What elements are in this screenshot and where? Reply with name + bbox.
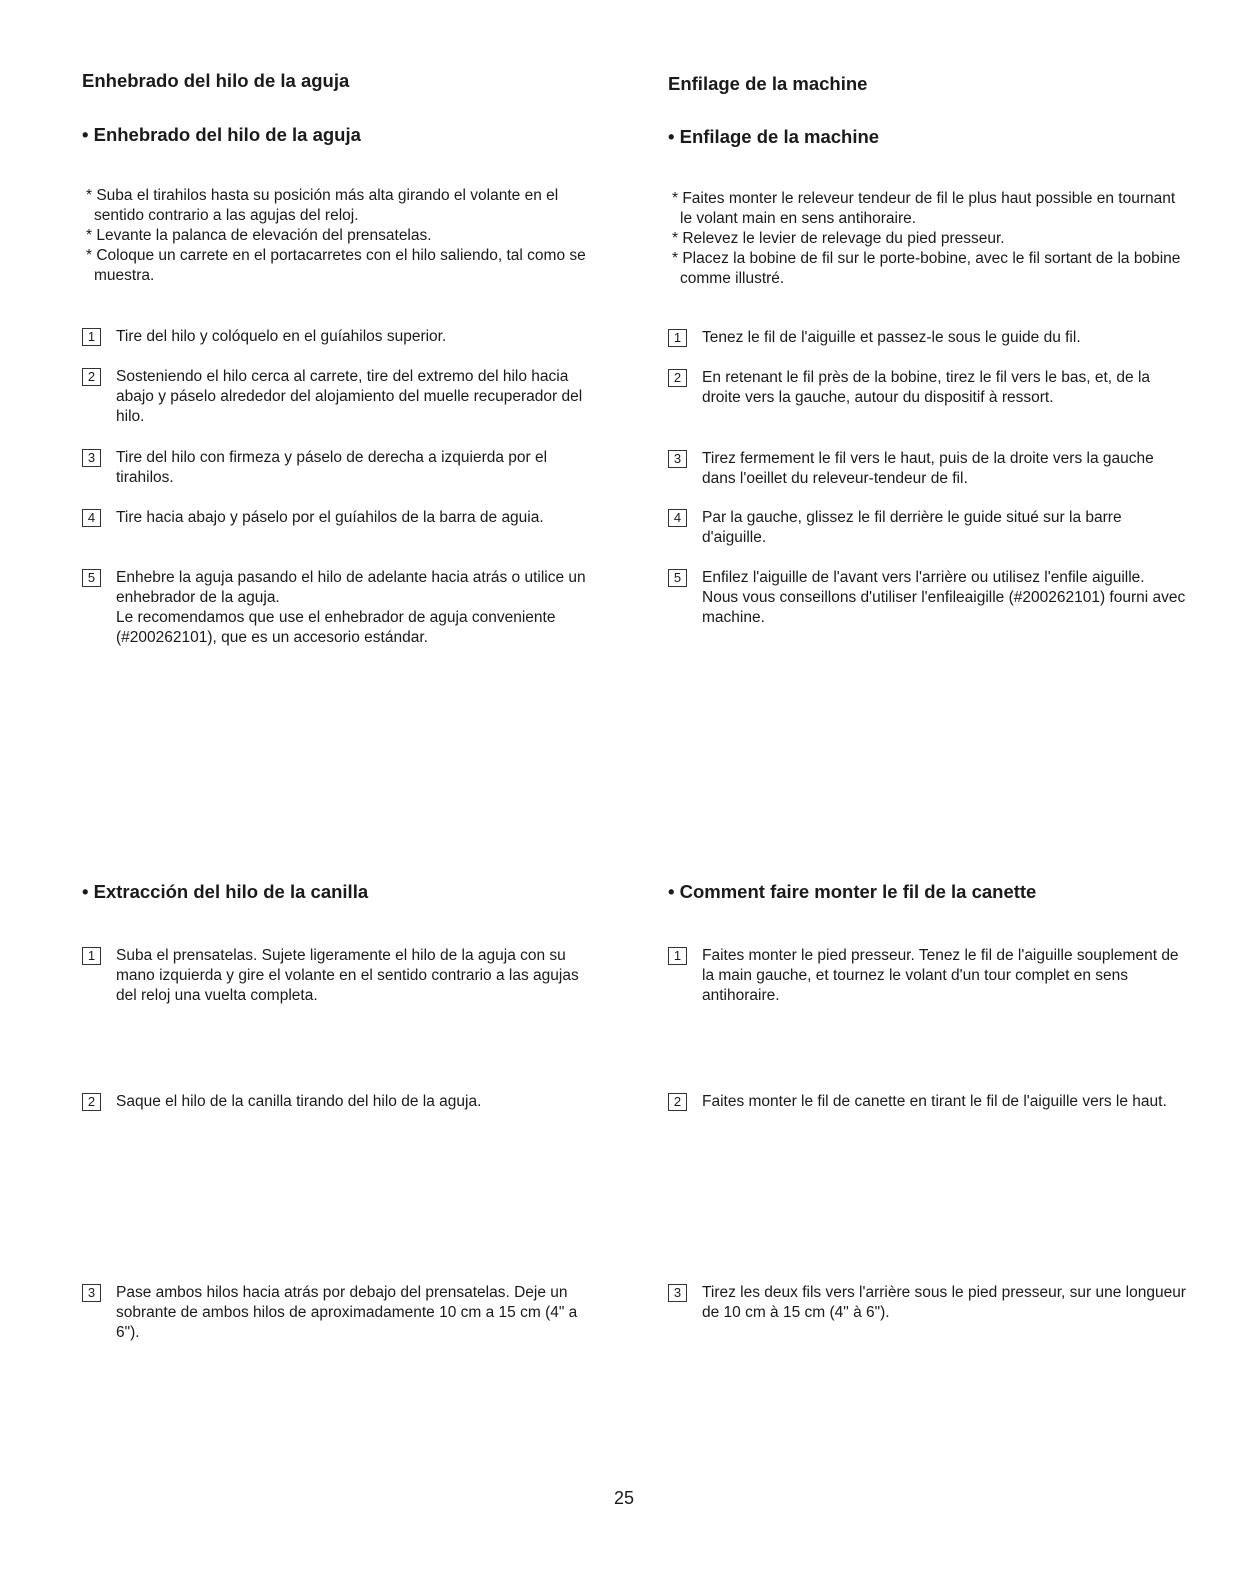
step-text: Tire del hilo y colóquelo en el guíahilos superior. (116, 328, 447, 345)
step-text: Sosteniendo el hilo cerca al carrete, tire del extremo del hilo hacia abajo y páselo alrededor del alojamiento del muelle recuperador del hilo. (116, 368, 583, 425)
french-section2-subtitle: • Comment faire monter le fil de la canette (668, 881, 1037, 902)
french-step-3 (668, 449, 1188, 489)
step-text: Tenez le fil de l'aiguille et passez-le sous le guide du fil. (702, 329, 1081, 346)
spanish-s2-step-1 (82, 946, 602, 1006)
step-number: 3 (82, 1284, 101, 1302)
french-step-4 (668, 508, 1188, 548)
step-text: Suba el prensatelas. Sujete ligeramente el hilo de la aguja con su mano izquierda y gire el volante en el sentido contrario a las agujas del reloj una vuelta completa. (116, 947, 579, 1004)
step-number: 4 (668, 509, 687, 527)
french-column (668, 73, 1188, 95)
step-text: Tirez fermement le fil vers le haut, puis de la droite vers la gauche dans l'oeillet du releveur-tendeur de fil. (702, 450, 1154, 487)
step-text: Tire del hilo con firmeza y páselo de derecha a izquierda por el tirahilos. (116, 449, 548, 486)
step-number: 2 (82, 368, 101, 386)
step-number: 2 (668, 369, 687, 387)
french-section2 (668, 881, 1188, 903)
spanish-bullet: * Suba el tirahilos hasta su posición más alta girando el volante en el sentido contrario a las agujas del reloj. (82, 186, 602, 226)
spanish-section2-subtitle: • Extracción del hilo de la canilla (82, 881, 369, 902)
french-step-2 (668, 368, 1188, 408)
step-text: Tire hacia abajo y páselo por el guíahilos de la barra de aguia. (116, 509, 544, 526)
spanish-column (82, 70, 602, 92)
spanish-section2 (82, 881, 602, 903)
spanish-step-3 (82, 448, 602, 488)
step-number: 5 (82, 569, 101, 587)
step-text: Enfilez l'aiguille de l'avant vers l'arrière ou utilisez l'enfile aiguille. (702, 569, 1145, 586)
spanish-step-5 (82, 568, 602, 648)
french-title: Enfilage de la machine (668, 73, 868, 94)
step-text: Pase ambos hilos hacia atrás por debajo del prensatelas. Deje un sobrante de ambos hilos de aproximadamente 10 cm a 15 cm (4" a 6"). (116, 1284, 578, 1341)
step-number: 4 (82, 509, 101, 527)
step-number: 3 (668, 450, 687, 468)
step-number: 1 (82, 947, 101, 965)
french-bullet: * Faites monter le releveur tendeur de fil le plus haut possible en tournant le volant main en sens antihoraire. (668, 189, 1188, 229)
page-number: 25 (613, 1488, 635, 1508)
french-subtitle: • Enfilage de la machine (668, 126, 880, 147)
step-text: En retenant le fil près de la bobine, tirez le fil vers le bas, et, de la droite vers la gauche, autour du dispositif à ressort. (702, 369, 1151, 406)
spanish-bullet: * Levante la palanca de elevación del prensatelas. (82, 226, 602, 246)
step-number: 5 (668, 569, 687, 587)
french-s2-step-2 (668, 1092, 1188, 1112)
step-text-note: Nous vous conseillons d'utiliser l'enfileaigille (#200262101) fourni avec machine. (702, 589, 1186, 626)
step-number: 3 (668, 1284, 687, 1302)
spanish-step-1 (82, 327, 602, 347)
french-s2-step-3 (668, 1283, 1188, 1323)
french-subtitle-wrap (668, 126, 1188, 148)
step-text-note: Le recomendamos que use el enhebrador de aguja conveniente (#200262101), que es un accesorio estándar. (116, 609, 556, 646)
spanish-bullet: * Coloque un carrete en el portacarretes con el hilo saliendo, tal como se muestra. (82, 246, 602, 286)
step-text: Par la gauche, glissez le fil derrière le guide situé sur la barre d'aiguille. (702, 509, 1122, 546)
spanish-step-2 (82, 367, 602, 427)
step-text: Tirez les deux fils vers l'arrière sous le pied presseur, sur une longueur de 10 cm à 15 cm (4" à 6"). (702, 1284, 1186, 1321)
french-bullet: * Placez la bobine de fil sur le porte-bobine, avec le fil sortant de la bobine comme illustré. (668, 249, 1188, 289)
spanish-subtitle-wrap (82, 124, 602, 146)
step-text: Saque el hilo de la canilla tirando del hilo de la aguja. (116, 1093, 482, 1110)
french-step-5 (668, 568, 1188, 628)
step-number: 1 (668, 947, 687, 965)
step-number: 3 (82, 449, 101, 467)
french-bullets (668, 189, 1188, 289)
french-s2-step-1 (668, 946, 1188, 1006)
step-number: 1 (82, 328, 101, 346)
step-text: Faites monter le fil de canette en tirant le fil de l'aiguille vers le haut. (702, 1093, 1167, 1110)
spanish-title: Enhebrado del hilo de la aguja (82, 70, 350, 91)
spanish-step-4 (82, 508, 602, 528)
french-step-1 (668, 328, 1188, 348)
step-number: 2 (82, 1093, 101, 1111)
french-bullet: * Relevez le levier de relevage du pied presseur. (668, 229, 1188, 249)
spanish-s2-step-2 (82, 1092, 602, 1112)
spanish-bullets (82, 186, 602, 286)
step-number: 1 (668, 329, 687, 347)
step-text: Faites monter le pied presseur. Tenez le fil de l'aiguille souplement de la main gauche, et tournez le volant d'un tour complet en sens antihoraire. (702, 947, 1179, 1004)
spanish-s2-step-3 (82, 1283, 602, 1343)
step-number: 2 (668, 1093, 687, 1111)
spanish-subtitle: • Enhebrado del hilo de la aguja (82, 124, 361, 145)
step-text: Enhebre la aguja pasando el hilo de adelante hacia atrás o utilice un enhebrador de la aguja. (116, 569, 586, 606)
